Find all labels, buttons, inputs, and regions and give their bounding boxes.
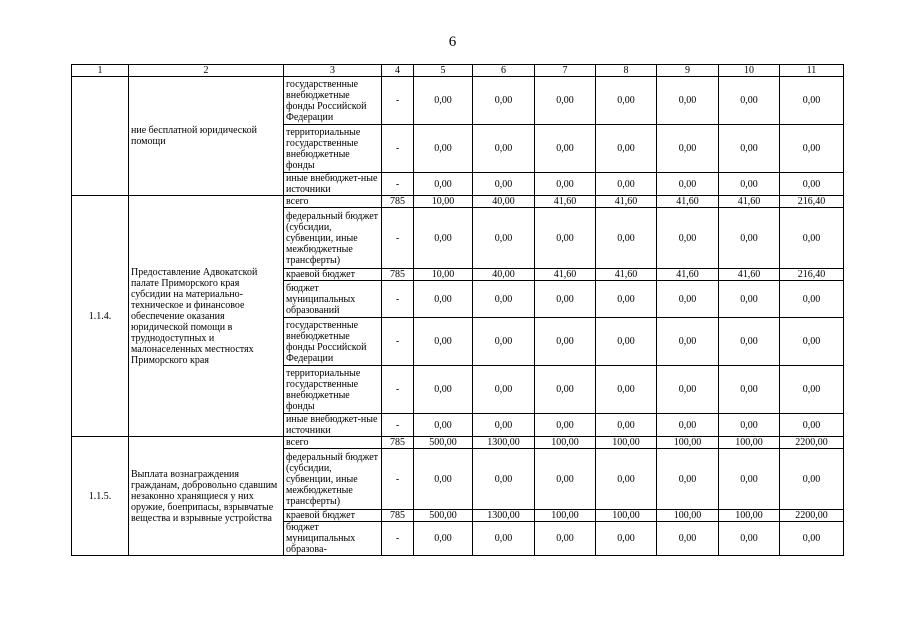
value-cell: 100,00 (596, 510, 657, 522)
value-cell: 0,00 (719, 522, 780, 556)
value-cell: 0,00 (473, 318, 535, 366)
value-cell: 100,00 (719, 437, 780, 449)
funding-source: бюджет муниципальных образова- (284, 522, 382, 556)
total-cell: 0,00 (780, 125, 844, 173)
value-cell: 0,00 (473, 77, 535, 125)
value-cell: 0,00 (535, 449, 596, 510)
value-cell: 0,00 (473, 173, 535, 196)
col-header: 10 (719, 65, 780, 77)
total-cell: 0,00 (780, 522, 844, 556)
budget-code: - (382, 449, 414, 510)
value-cell: 41,60 (596, 269, 657, 281)
funding-source: государственные внебюджетные фонды Российской Федерации (284, 318, 382, 366)
value-cell: 0,00 (657, 208, 719, 269)
col-header: 1 (72, 65, 129, 77)
value-cell: 0,00 (719, 208, 780, 269)
value-cell: 0,00 (596, 77, 657, 125)
total-cell: 216,40 (780, 269, 844, 281)
value-cell: 40,00 (473, 269, 535, 281)
value-cell: 41,60 (719, 196, 780, 208)
value-cell: 0,00 (657, 281, 719, 318)
value-cell: 100,00 (657, 437, 719, 449)
value-cell: 0,00 (657, 366, 719, 414)
section-name: Предоставление Адвокатской палате Приморского края субсидии на материально-техническое и финансовое обеспечение оказания юридической помощи в труднодоступных и малонаселенных местностях Приморского края (129, 196, 284, 437)
value-cell: 0,00 (657, 318, 719, 366)
funding-source: государственные внебюджетные фонды Российской Федерации (284, 77, 382, 125)
page-number: 6 (448, 34, 457, 50)
budget-code: - (382, 208, 414, 269)
funding-source: бюджет муниципальных образований (284, 281, 382, 318)
budget-code: - (382, 414, 414, 437)
table-row (72, 77, 844, 125)
total-cell: 0,00 (780, 366, 844, 414)
budget-code: 785 (382, 437, 414, 449)
value-cell: 41,60 (719, 269, 780, 281)
funding-source: краевой бюджет (284, 269, 382, 281)
section-code (72, 77, 129, 196)
col-header: 5 (414, 65, 473, 77)
value-cell: 0,00 (596, 281, 657, 318)
funding-source: иные внебюджет-ные источники (284, 173, 382, 196)
value-cell: 0,00 (535, 77, 596, 125)
value-cell: 0,00 (473, 281, 535, 318)
value-cell: 100,00 (719, 510, 780, 522)
budget-code: - (382, 318, 414, 366)
value-cell: 0,00 (719, 77, 780, 125)
value-cell: 0,00 (657, 173, 719, 196)
section-name: ние бесплатной юридической помощи (129, 77, 284, 196)
value-cell: 0,00 (535, 318, 596, 366)
value-cell: 0,00 (719, 449, 780, 510)
budget-code: - (382, 522, 414, 556)
col-header: 6 (473, 65, 535, 77)
value-cell: 0,00 (596, 414, 657, 437)
value-cell: 0,00 (414, 414, 473, 437)
budget-code: - (382, 125, 414, 173)
table-row (72, 196, 844, 208)
value-cell: 41,60 (535, 269, 596, 281)
value-cell: 0,00 (596, 173, 657, 196)
value-cell: 0,00 (535, 522, 596, 556)
value-cell: 0,00 (414, 449, 473, 510)
col-header: 8 (596, 65, 657, 77)
table-row (72, 437, 844, 449)
section-name: Выплата вознаграждения гражданам, добровольно сдавшим незаконно хранящиеся у них оружие, боеприпасы, взрывчатые вещества и взрывные устройства (129, 437, 284, 556)
value-cell: 0,00 (719, 173, 780, 196)
funding-source: федеральный бюджет (субсидии, субвенции, иные межбюджетные трансферты) (284, 208, 382, 269)
total-cell: 0,00 (780, 173, 844, 196)
value-cell: 0,00 (596, 125, 657, 173)
col-header: 3 (284, 65, 382, 77)
value-cell: 0,00 (414, 173, 473, 196)
value-cell: 10,00 (414, 196, 473, 208)
value-cell: 0,00 (535, 414, 596, 437)
value-cell: 0,00 (596, 522, 657, 556)
total-cell: 0,00 (780, 414, 844, 437)
value-cell: 0,00 (596, 208, 657, 269)
value-cell: 0,00 (596, 366, 657, 414)
total-cell: 0,00 (780, 281, 844, 318)
value-cell: 0,00 (719, 414, 780, 437)
value-cell: 0,00 (596, 318, 657, 366)
total-cell: 2200,00 (780, 437, 844, 449)
section-code: 1.1.5. (72, 437, 129, 556)
col-header: 9 (657, 65, 719, 77)
budget-code: 785 (382, 196, 414, 208)
value-cell: 0,00 (414, 522, 473, 556)
value-cell: 0,00 (719, 125, 780, 173)
value-cell: 0,00 (473, 522, 535, 556)
col-header: 11 (780, 65, 844, 77)
budget-code: - (382, 281, 414, 318)
value-cell: 0,00 (473, 208, 535, 269)
value-cell: 41,60 (535, 196, 596, 208)
value-cell: 0,00 (414, 125, 473, 173)
value-cell: 40,00 (473, 196, 535, 208)
budget-code: - (382, 366, 414, 414)
total-cell: 216,40 (780, 196, 844, 208)
value-cell: 500,00 (414, 437, 473, 449)
value-cell: 0,00 (657, 125, 719, 173)
value-cell: 0,00 (473, 366, 535, 414)
total-cell: 0,00 (780, 449, 844, 510)
funding-source: территориальные государственные внебюджетные фонды (284, 125, 382, 173)
value-cell: 0,00 (657, 522, 719, 556)
value-cell: 0,00 (535, 173, 596, 196)
total-cell: 0,00 (780, 208, 844, 269)
total-cell: 2200,00 (780, 510, 844, 522)
funding-source: всего (284, 437, 382, 449)
value-cell: 0,00 (535, 125, 596, 173)
value-cell: 0,00 (414, 318, 473, 366)
value-cell: 100,00 (535, 510, 596, 522)
value-cell: 0,00 (473, 125, 535, 173)
col-header: 7 (535, 65, 596, 77)
value-cell: 0,00 (535, 366, 596, 414)
value-cell: 0,00 (719, 318, 780, 366)
value-cell: 0,00 (535, 208, 596, 269)
value-cell: 0,00 (414, 366, 473, 414)
header-row (72, 65, 844, 77)
value-cell: 1300,00 (473, 510, 535, 522)
value-cell: 100,00 (657, 510, 719, 522)
funding-source: территориальные государственные внебюджетные фонды (284, 366, 382, 414)
col-header: 4 (382, 65, 414, 77)
value-cell: 41,60 (596, 196, 657, 208)
col-header: 2 (129, 65, 284, 77)
budget-code: 785 (382, 510, 414, 522)
total-cell: 0,00 (780, 318, 844, 366)
budget-table (71, 64, 844, 556)
budget-code: - (382, 77, 414, 125)
value-cell: 0,00 (473, 449, 535, 510)
value-cell: 0,00 (657, 77, 719, 125)
value-cell: 0,00 (719, 281, 780, 318)
value-cell: 500,00 (414, 510, 473, 522)
value-cell: 41,60 (657, 196, 719, 208)
value-cell: 1300,00 (473, 437, 535, 449)
value-cell: 10,00 (414, 269, 473, 281)
value-cell: 0,00 (657, 449, 719, 510)
value-cell: 0,00 (414, 281, 473, 318)
funding-source: иные внебюджет-ные источники (284, 414, 382, 437)
value-cell: 0,00 (657, 414, 719, 437)
value-cell: 41,60 (657, 269, 719, 281)
value-cell: 0,00 (596, 449, 657, 510)
value-cell: 0,00 (414, 77, 473, 125)
funding-source: всего (284, 196, 382, 208)
value-cell: 0,00 (535, 281, 596, 318)
value-cell: 0,00 (473, 414, 535, 437)
budget-code: 785 (382, 269, 414, 281)
value-cell: 0,00 (414, 208, 473, 269)
value-cell: 0,00 (719, 366, 780, 414)
value-cell: 100,00 (596, 437, 657, 449)
funding-source: краевой бюджет (284, 510, 382, 522)
section-code: 1.1.4. (72, 196, 129, 437)
value-cell: 100,00 (535, 437, 596, 449)
budget-code: - (382, 173, 414, 196)
funding-source: федеральный бюджет (субсидии, субвенции, иные межбюджетные трансферты) (284, 449, 382, 510)
total-cell: 0,00 (780, 77, 844, 125)
